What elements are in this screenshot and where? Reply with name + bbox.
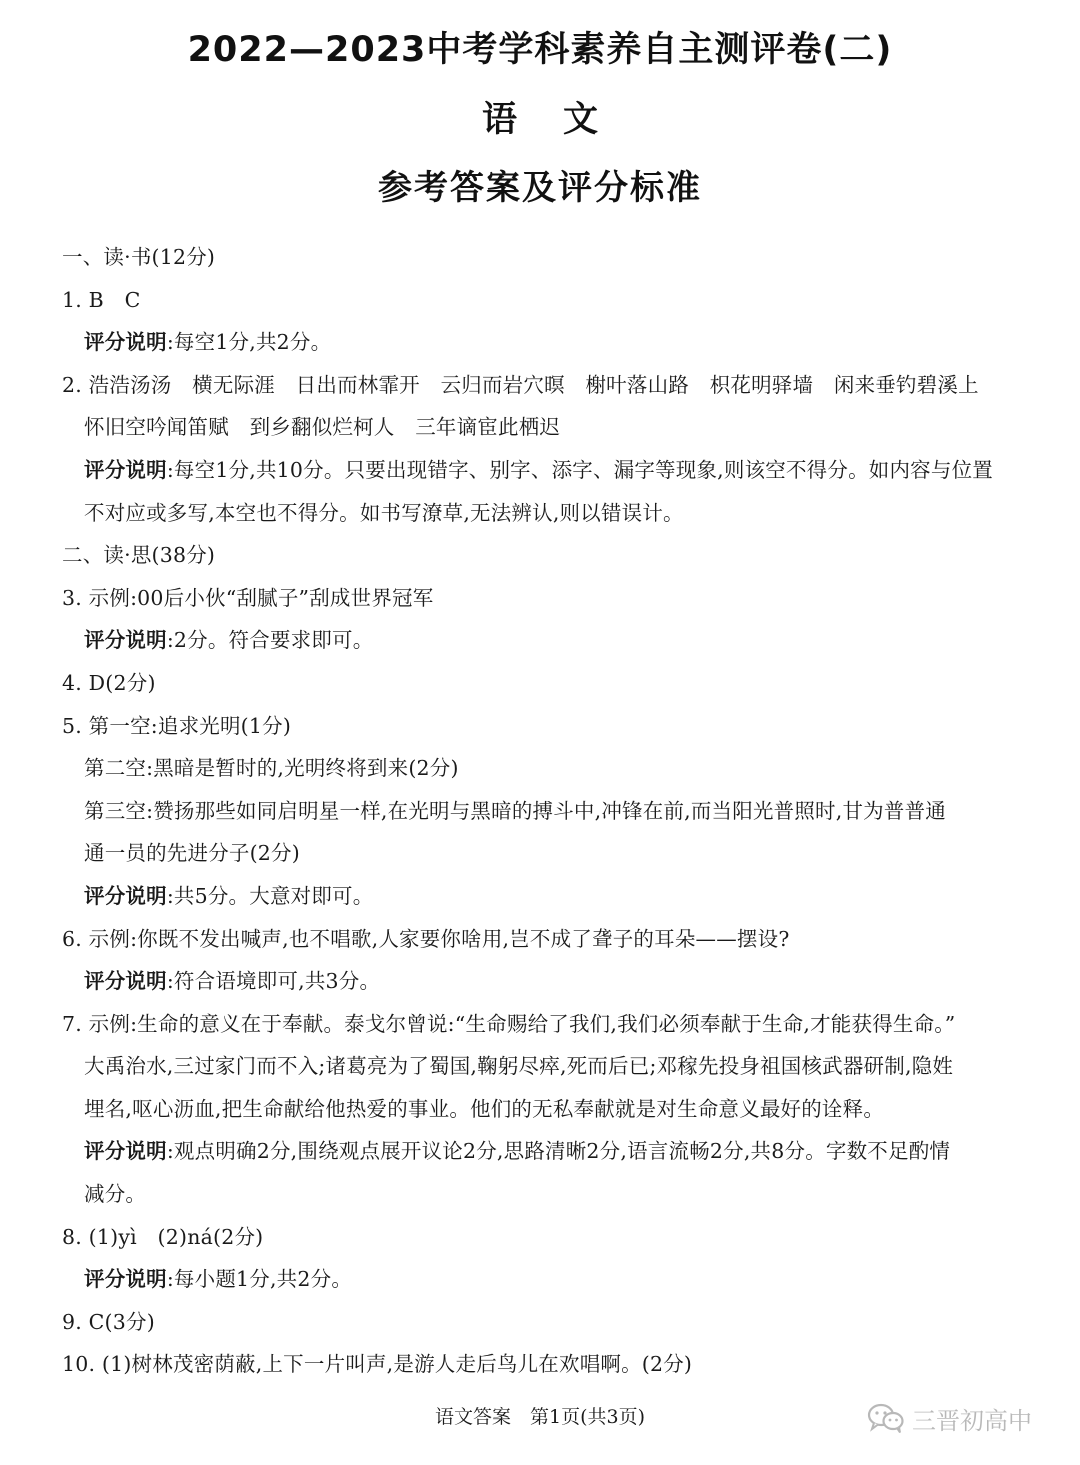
answer-line: 2. 浩浩汤汤 横无际涯 日出而林霏开 云归而岩穴暝 榭叶落山路 枳花明驿墙 闲来垂钓碧溪上 — [62, 372, 979, 397]
scoring-note: 评分说明:每空1分,共2分。 — [84, 330, 332, 355]
scoring-note-continued: 不对应或多写,本空也不得分。如书写潦草,无法辨认,则以错误计。 — [84, 500, 684, 525]
scoring-note: 评分说明:每空1分,共10分。只要出现错字、别字、添字、漏字等现象,则该空不得分。如内容与位置 — [84, 457, 993, 482]
answer-subtitle: 参考答案及评分标准 — [378, 168, 702, 208]
scoring-note: 评分说明:观点明确2分,围绕观点展开议论2分,思路清晰2分,语言流畅2分,共8分。字数不足酌情 — [84, 1139, 951, 1164]
answer-line: 大禹治水,三过家门而不入;诸葛亮为了蜀国,鞠躬尽瘁,死而后已;邓稼先投身祖国核武器研制,隐姓 — [84, 1054, 954, 1079]
exam-title: 2022—2023中考学科素养自主测评卷(二) — [187, 30, 893, 70]
answer-line: 埋名,呕心沥血,把生命献给他热爱的事业。他们的无私奉献就是对生命意义最好的诠释。 — [84, 1096, 885, 1121]
watermark-text: 三晋初高中 — [912, 1406, 1032, 1435]
scoring-note-continued: 减分。 — [84, 1182, 147, 1207]
scoring-label: 评分说明 — [84, 628, 167, 653]
page-footer: 语文答案 第1页(共3页) — [434, 1406, 645, 1428]
answer-line: 10. (1)树林茂密荫蔽,上下一片叫声,是游人走后鸟儿在欢唱啊。(2分) — [62, 1352, 693, 1377]
scoring-note: 评分说明:共5分。大意对即可。 — [84, 883, 374, 908]
answer-line: 6. 示例:你既不发出喊声,也不唱歌,人家要你啥用,岂不成了聋子的耳朵——摆设? — [62, 926, 790, 951]
scoring-label: 评分说明 — [84, 457, 167, 482]
answer-line: 7. 示例:生命的意义在于奉献。泰戈尔曾说:“生命赐给了我们,我们必须奉献于生命,才能获得生命。” — [62, 1011, 956, 1036]
answer-line: 9. C(3分) — [62, 1309, 155, 1334]
answer-line: 第三空:赞扬那些如同启明星一样,在光明与黑暗的搏斗中,冲锋在前,而当阳光普照时,甘为普普通 — [84, 798, 946, 823]
answer-line: 1. B C — [62, 287, 141, 312]
scoring-label: 评分说明 — [84, 1267, 167, 1292]
scoring-note: 评分说明:2分。符合要求即可。 — [84, 628, 374, 653]
section-heading-1: 一、读·书(12分) — [62, 245, 216, 269]
answer-line: 3. 示例:00后小伙“刮腻子”刮成世界冠军 — [62, 585, 434, 610]
scoring-label: 评分说明 — [84, 883, 167, 908]
answer-line: 4. D(2分) — [62, 670, 156, 695]
scoring-label: 评分说明 — [84, 330, 167, 355]
answer-content — [62, 236, 1022, 1386]
scoring-label: 评分说明 — [84, 1139, 167, 1164]
answer-line: 第二空:黑暗是暂时的,光明终将到来(2分) — [84, 756, 459, 781]
answer-line: 怀旧空吟闻笛赋 到乡翻似烂柯人 三年谪宦此栖迟 — [84, 415, 561, 440]
answer-line: 5. 第一空:追求光明(1分) — [62, 713, 292, 738]
subject-title: 语文 — [481, 100, 644, 140]
scoring-note: 评分说明:每小题1分,共2分。 — [84, 1267, 353, 1292]
watermark — [866, 1398, 1032, 1438]
answer-line: 通一员的先进分子(2分) — [84, 841, 300, 866]
section-heading-2: 二、读·思(38分) — [62, 543, 216, 568]
scoring-label: 评分说明 — [84, 969, 167, 994]
scoring-note: 评分说明:符合语境即可,共3分。 — [84, 969, 381, 994]
wechat-icon — [866, 1402, 906, 1434]
answer-line: 8. (1)yì (2)ná(2分) — [62, 1224, 264, 1249]
